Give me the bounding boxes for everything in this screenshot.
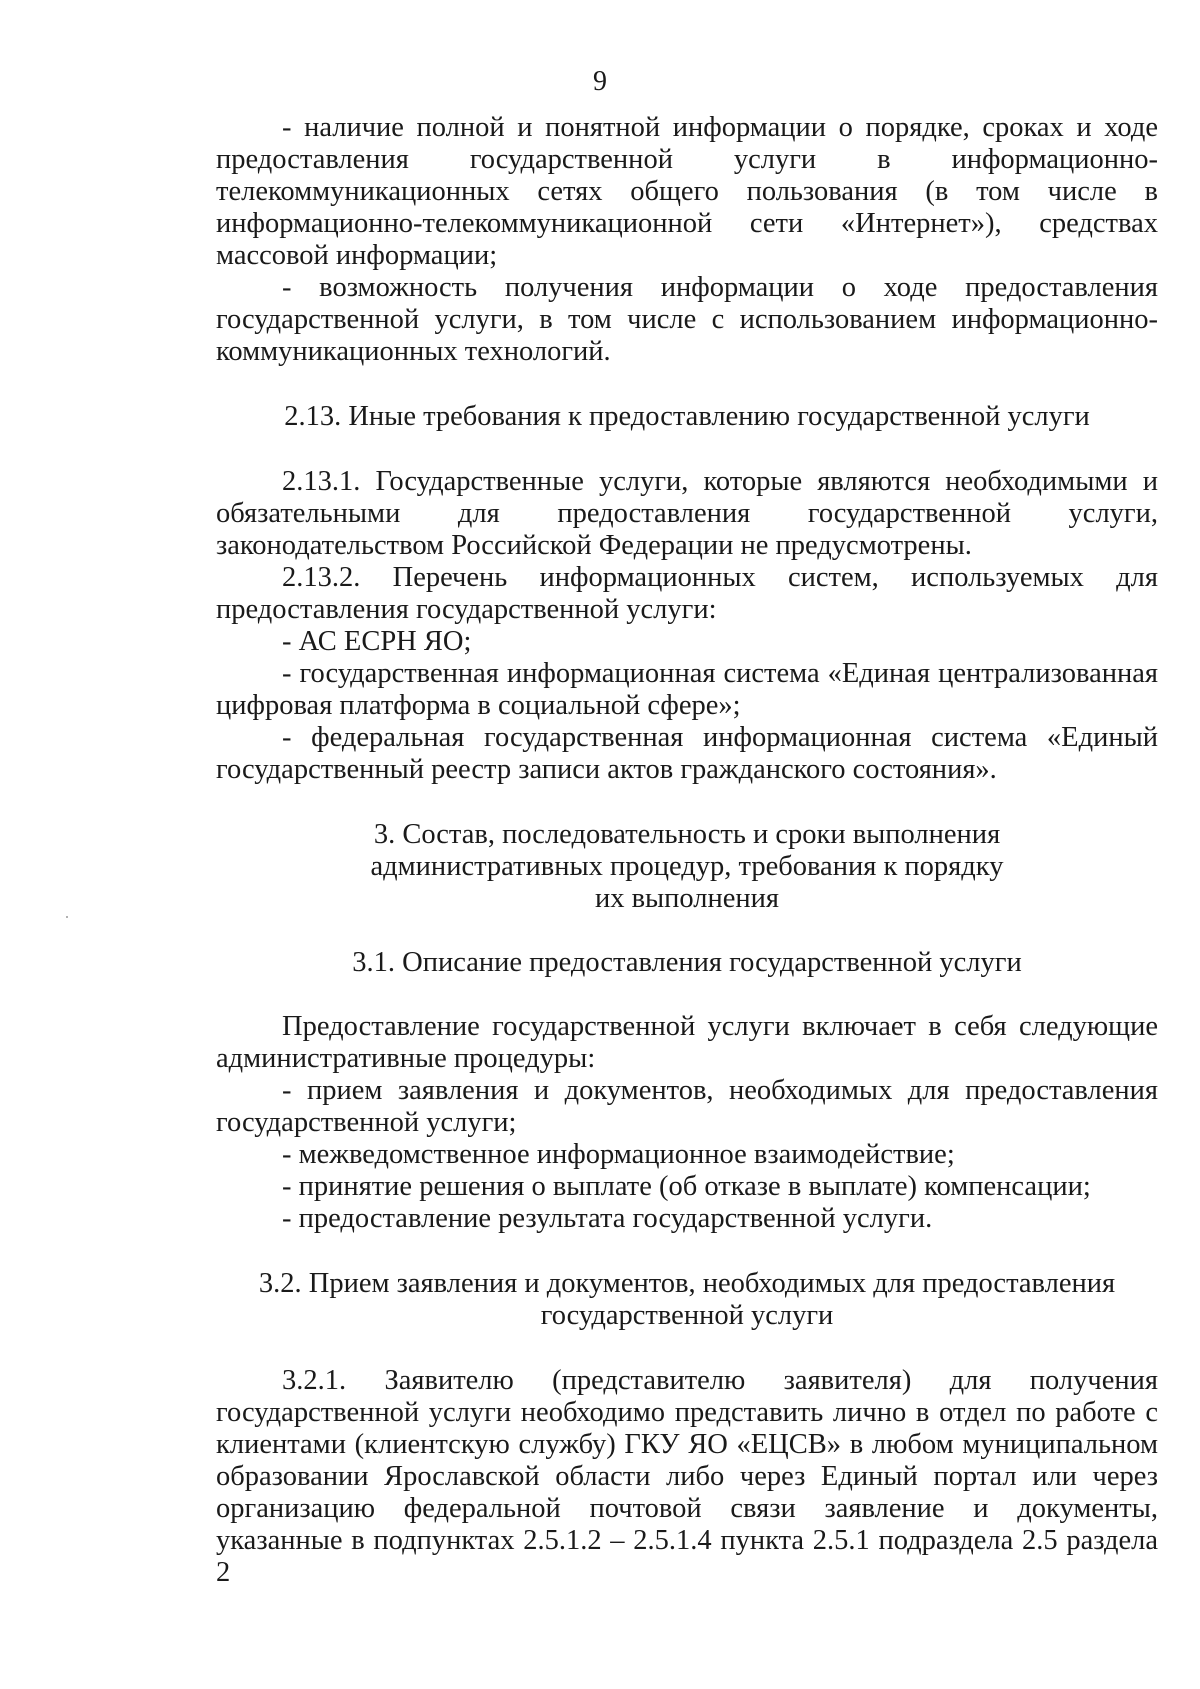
paragraph-info-availability: - наличие полной и понятной информации о порядке, сроках и ходе предоставления государственной услуги в информационно-телекоммуникационных сетях общего пользования (в том числе в информационно-телекоммуникационной сети «Интернет»), средствах массовой информации; — [216, 112, 1158, 271]
heading-3-line-1: 3. Состав, последовательность и сроки выполнения — [373, 819, 1001, 850]
heading-3-line-3: их выполнения — [594, 883, 780, 914]
list-item-as-esrn: - АС ЕСРН ЯО; — [282, 626, 472, 657]
heading-3-2-line-1: 3.2. Прием заявления и документов, необходимых для предоставления — [258, 1268, 1116, 1299]
list-item-fgis-registry: - федеральная государственная информационная система «Единый государственный реестр записи актов гражданского состояния». — [216, 722, 1158, 785]
paragraph-2-13-1: 2.13.1. Государственные услуги, которые являются необходимыми и обязательными для предоставления государственной услуги, законодательством Российской Федерации не предусмотрены. — [216, 466, 1158, 561]
list-item-decision: - принятие решения о выплате (об отказе в выплате) компенсации; — [282, 1171, 1091, 1202]
document-body — [216, 112, 1158, 1589]
list-item-gis-platform: - государственная информационная система «Единая централизованная цифровая платформа в социальной сфере»; — [216, 658, 1158, 721]
page-number: 9 — [593, 66, 607, 97]
list-item-interagency: - межведомственное информационное взаимодействие; — [282, 1139, 955, 1170]
paragraph-info-possibility: - возможность получения информации о ходе предоставления государственной услуги, в том числе с использованием информационно-коммуникационных технологий. — [216, 272, 1158, 367]
paragraph-3-2-1: 3.2.1. Заявителю (представителю заявителя) для получения государственной услуги необходимо представить лично в отдел по работе с клиентами (клиентскую службу) ГКУ ЯО «ЕЦСВ» в любом муниципальном образовании Ярославской области либо через Единый портал или через организацию федеральной почтовой связи заявление и документы, указанные в подпунктах 2.5.1.2 – 2.5.1.4 пункта 2.5.1 подраздела 2.5 раздела 2 — [216, 1365, 1158, 1588]
heading-3-1: 3.1. Описание предоставления государственной услуги — [352, 947, 1022, 978]
paragraph-3-1: Предоставление государственной услуги включает в себя следующие административные процедуры: — [216, 1011, 1158, 1074]
heading-3-2-line-2: государственной услуги — [540, 1300, 834, 1331]
list-item-reception: - прием заявления и документов, необходимых для предоставления государственной услуги; — [216, 1075, 1158, 1138]
heading-3-line-2: административных процедур, требования к порядку — [370, 851, 1004, 882]
scan-speck — [66, 916, 68, 918]
paragraph-2-13-2: 2.13.2. Перечень информационных систем, используемых для предоставления государственной услуги: — [216, 562, 1158, 625]
list-item-result: - предоставление результата государственной услуги. — [282, 1203, 933, 1234]
heading-2-13: 2.13. Иные требования к предоставлению государственной услуги — [284, 401, 1090, 432]
